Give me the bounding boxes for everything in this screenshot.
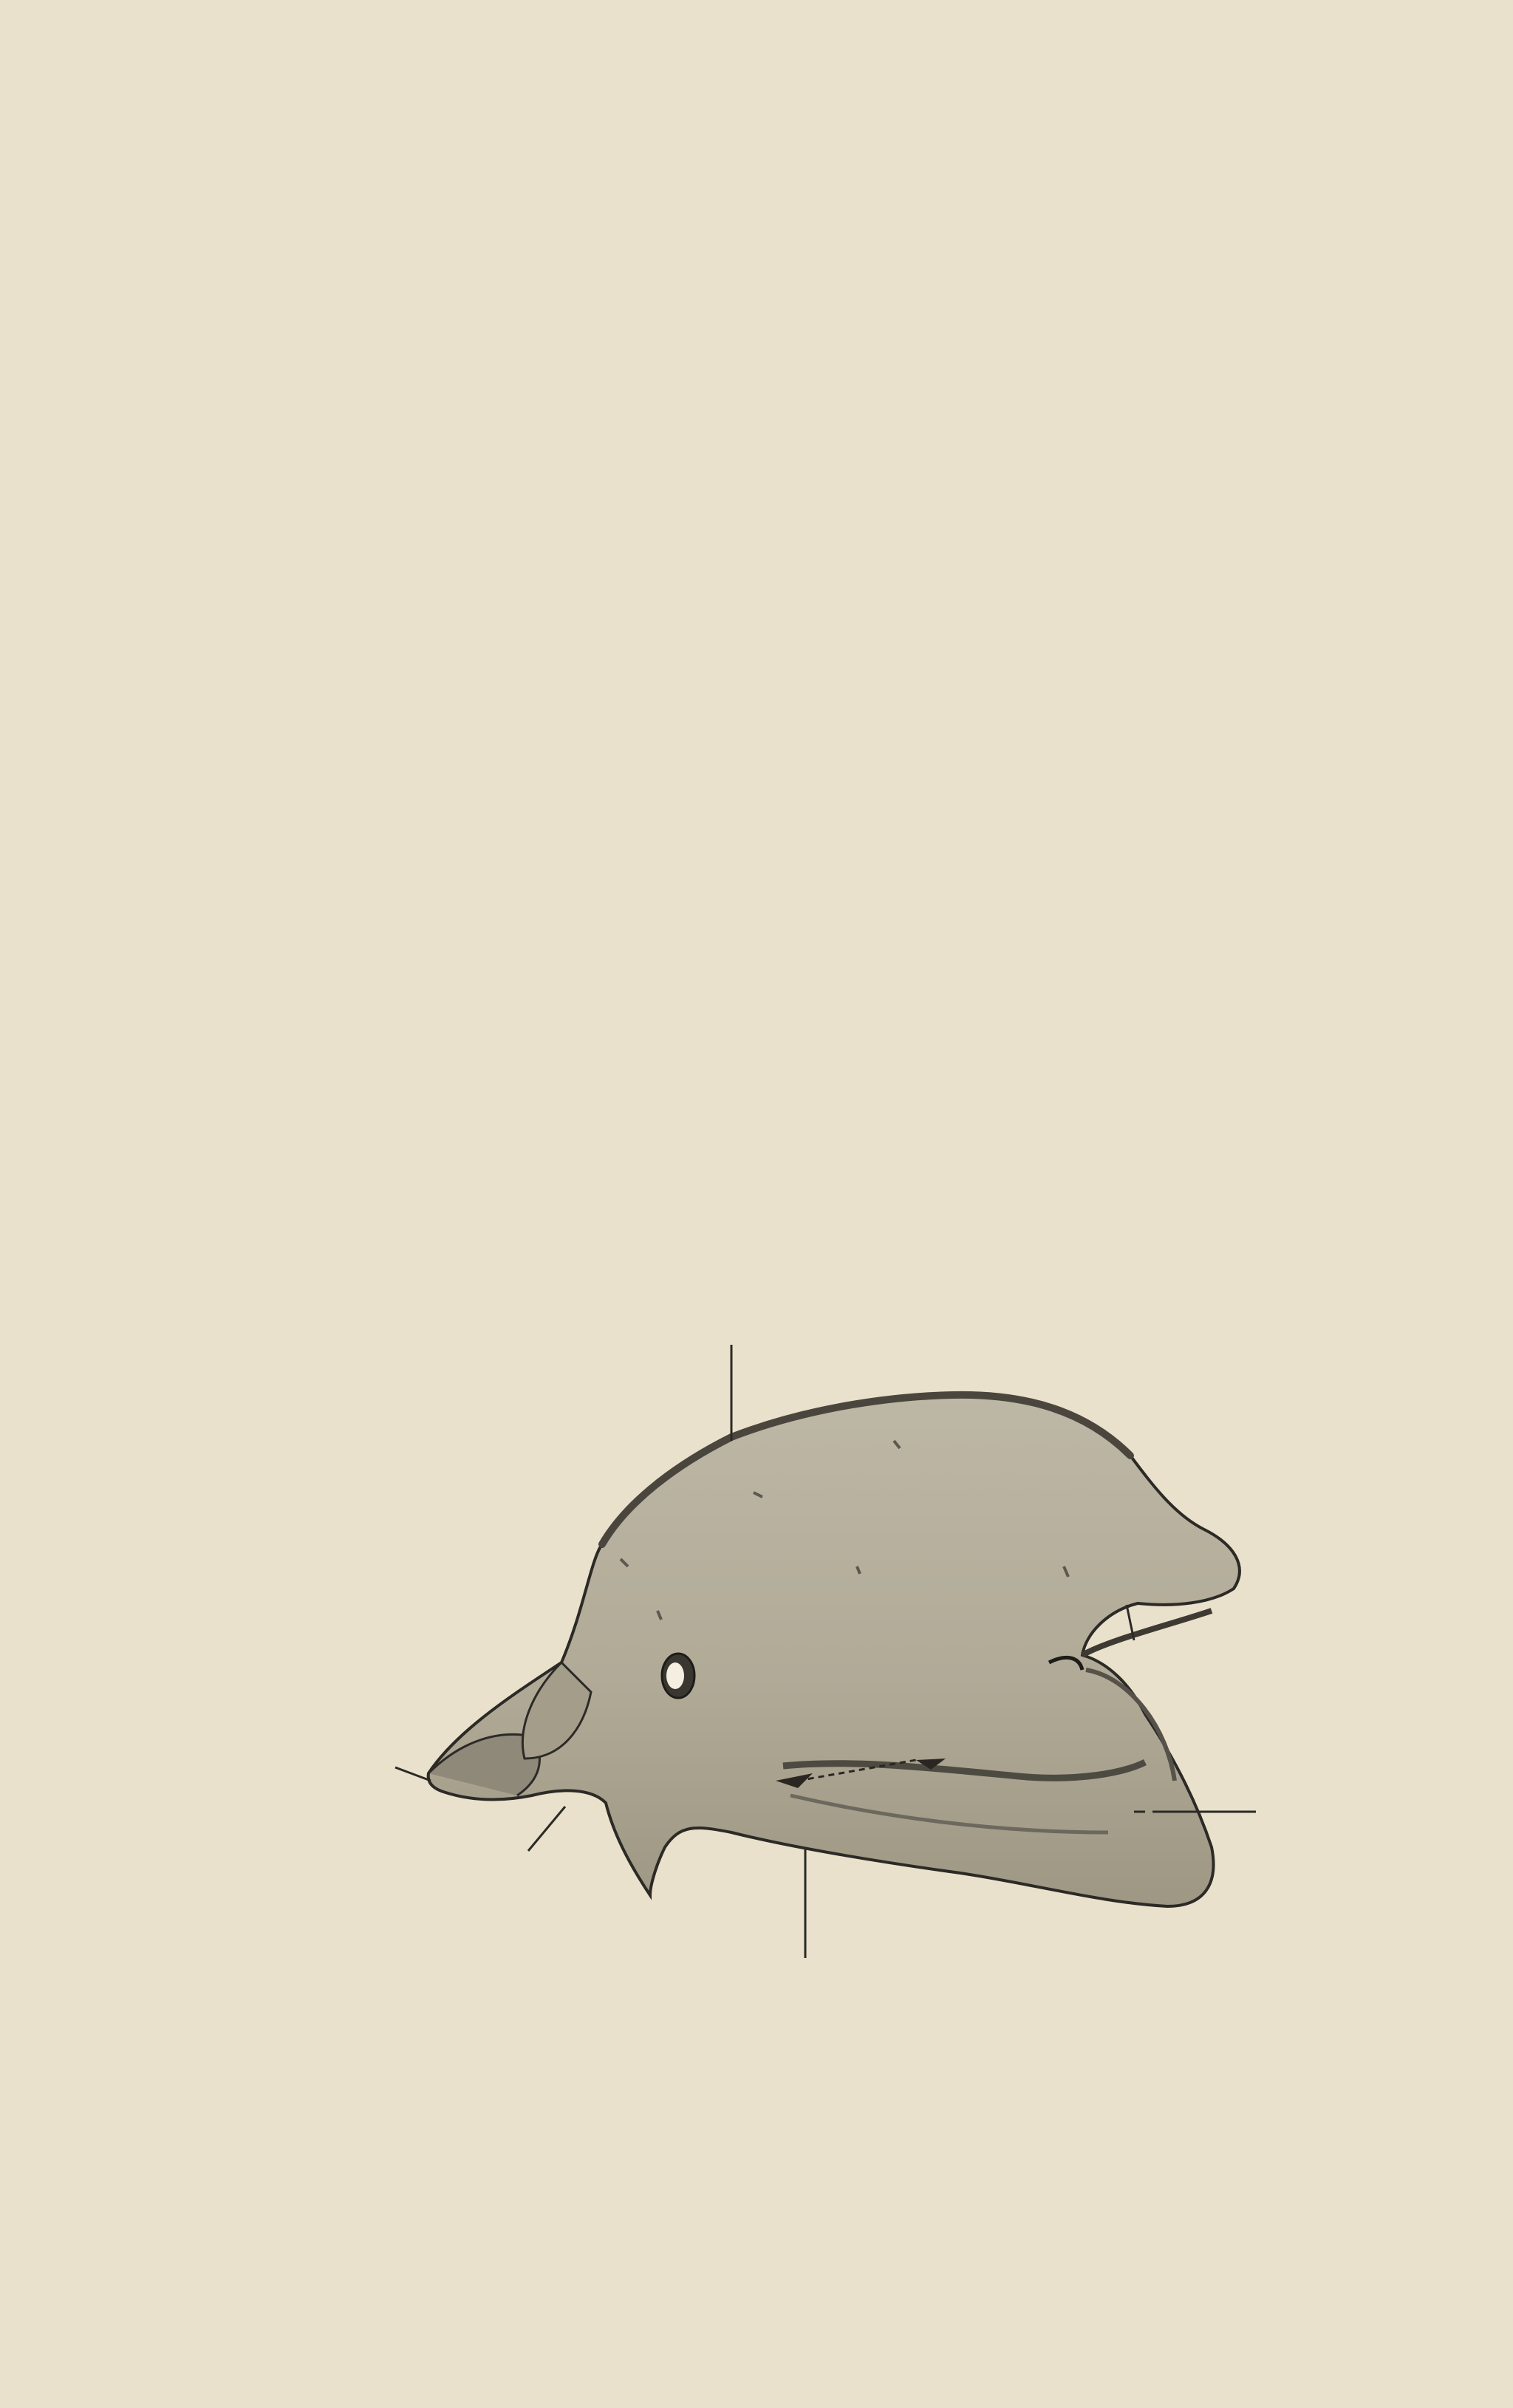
axis-bone-illustration	[148, 1345, 1448, 2010]
page-header	[148, 80, 1448, 117]
figure-axis-of-horse	[148, 1345, 1448, 2010]
bone-outline	[428, 1395, 1240, 1906]
